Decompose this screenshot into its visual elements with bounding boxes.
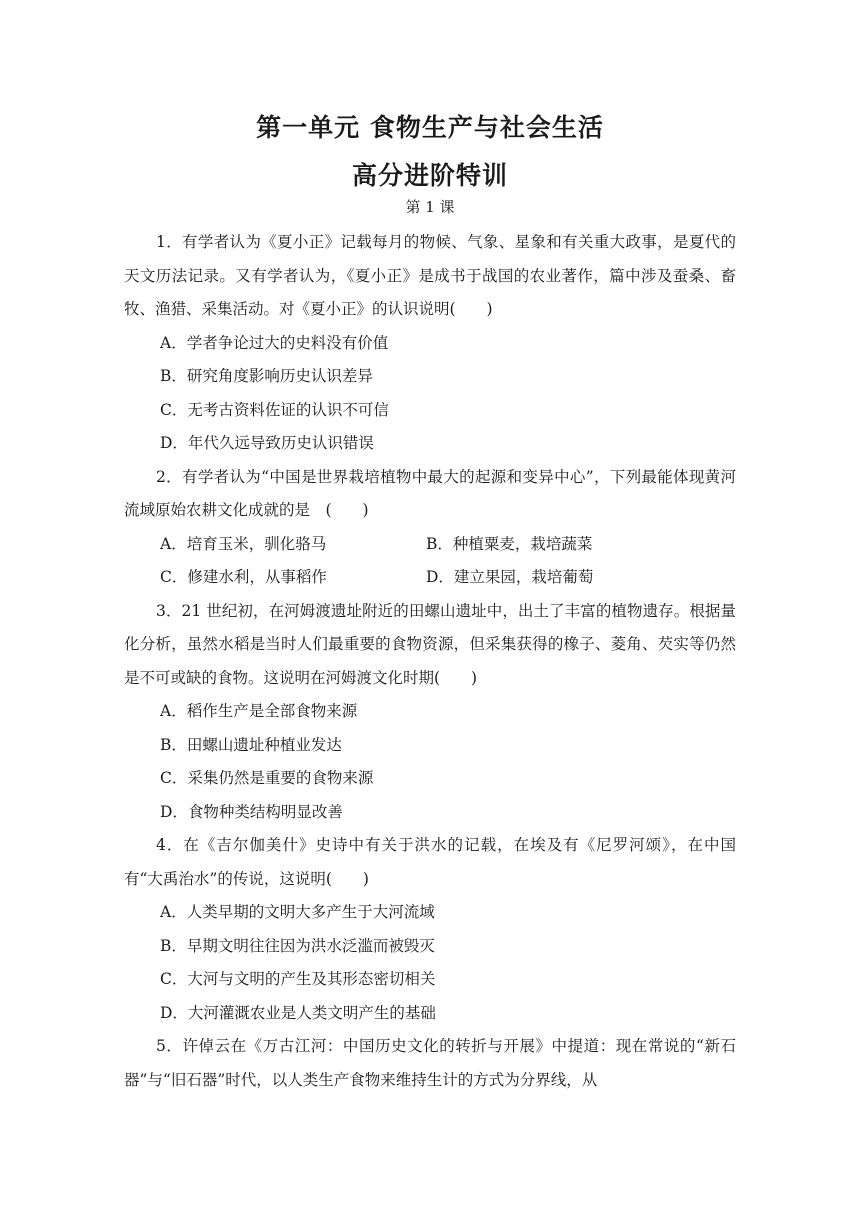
question-stem-5: 5．许倬云在《万古江河：中国历史文化的转折与开展》中提道：现在常说的“新石器”与“旧石器”时代，以人类生产食物来维持生计的方式为分界线，从 (124, 1037, 736, 1089)
option-1a: A．学者争论过大的史料没有价值 (160, 333, 389, 352)
option-3b: B．田螺山遗址种植业发达 (160, 735, 342, 754)
option-4d: D．大河灌溉农业是人类文明产生的基础 (160, 1003, 436, 1022)
question-stem-1: 1．有学者认为《夏小正》记载每月的物候、气象、星象和有关重大政事，是夏代的天文历法记录。又有学者认为，《夏小正》是成书于战国的农业著作，篇中涉及蚕桑、畜牧、渔猎、采集活动。对《夏小正》的认识说明( ) (124, 233, 736, 318)
question-list (124, 226, 736, 1097)
option-4c: C．大河与文明的产生及其形态密切相关 (160, 970, 436, 988)
option-2a: A．培育玉米，驯化骆马 (160, 534, 327, 553)
unit-title: 第一单元 食物生产与社会生活 (256, 113, 604, 142)
option-row-2cd (124, 561, 736, 595)
option-row-2ab (124, 528, 736, 562)
question-stem-4: 4．在《吉尔伽美什》史诗中有关于洪水的记载，在埃及有《尼罗河颂》，在中国有“大禹治水”的传说，这说明( ) (124, 836, 736, 888)
question-stem-2: 2．有学者认为“中国是世界栽培植物中最大的起源和变异中心”，下列最能体现黄河流域原始农耕文化成就的是 ( ) (124, 467, 736, 519)
option-2d: D．建立果园，栽培葡萄 (426, 568, 594, 586)
option-2b: B．种植粟麦，栽培蔬菜 (426, 534, 593, 553)
option-3d: D．食物种类结构明显改善 (160, 802, 343, 821)
option-2c: C．修建水利，从事稻作 (160, 568, 327, 586)
question-stem-3: 3．21 世纪初，在河姆渡遗址附近的田螺山遗址中，出土了丰富的植物遗存。根据量化分析，虽然水稻是当时人们最重要的食物资源，但采集获得的橡子、菱角、芡实等仍然是不可或缺的食物。这说明在河姆渡文化时期( ) (124, 601, 736, 687)
option-4a: A．人类早期的文明大多产生于大河流域 (160, 903, 435, 921)
option-1b: B．研究角度影响历史认识差异 (160, 367, 373, 385)
option-4b: B．早期文明往往因为洪水泛滥而被毁灭 (160, 936, 435, 955)
option-1c: C．无考古资料佐证的认识不可信 (160, 400, 389, 419)
option-1d: D．年代久远导致历史认识错误 (160, 434, 374, 452)
lesson-label: 第 1 课 (405, 198, 455, 216)
option-3c: C．采集仍然是重要的食物来源 (160, 769, 374, 787)
section-subtitle: 高分进阶特训 (351, 161, 508, 190)
option-3a: A．稻作生产是全部食物来源 (160, 702, 358, 720)
